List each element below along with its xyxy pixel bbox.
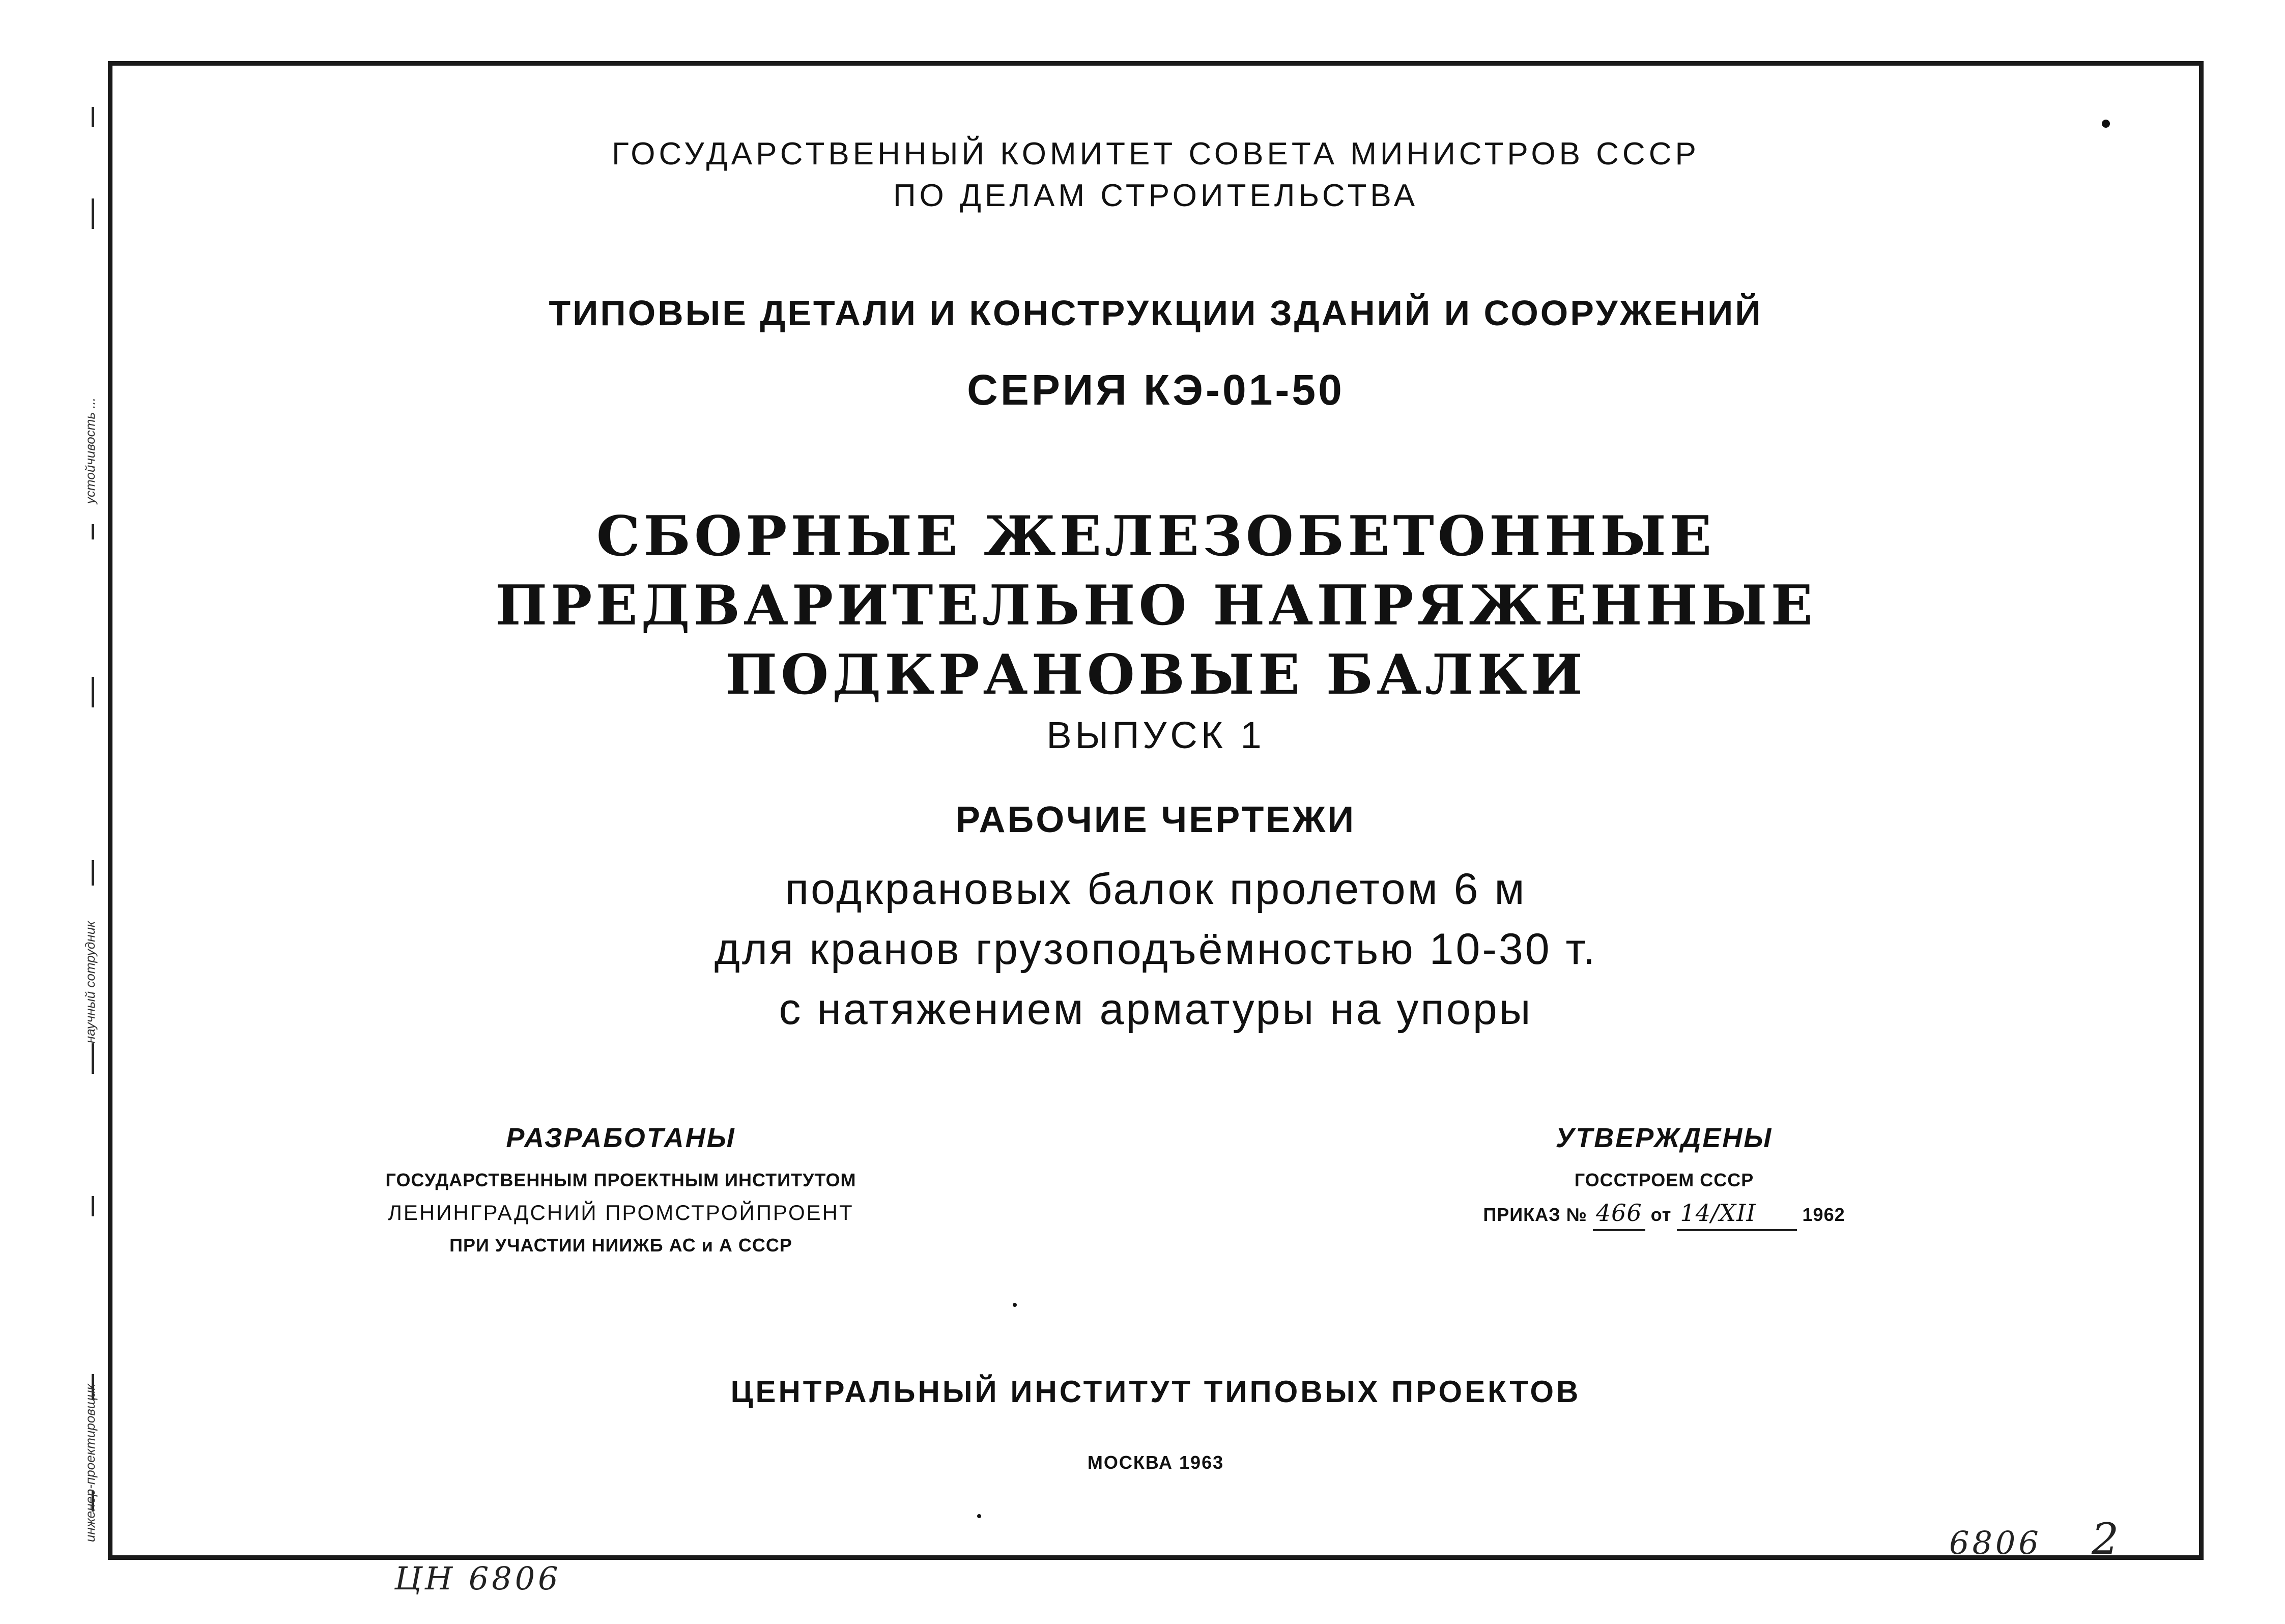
spine-stamp-text: научный сотрудник <box>82 921 98 1043</box>
ink-speck <box>2102 120 2110 128</box>
issuing-authority-line: ГОСУДАРСТВЕННЫЙ КОМИТЕТ СОВЕТА МИНИСТРОВ СССР <box>612 136 1700 172</box>
document-category: ТИПОВЫЕ ДЕТАЛИ И КОНСТРУКЦИИ ЗДАНИЙ И СООРУЖЕНИЙ <box>549 293 1763 333</box>
description-line: подкрановых балок пролетом 6 м <box>785 865 1527 914</box>
order-from-label: от <box>1650 1204 1672 1225</box>
title-line: ПРЕДВАРИТЕЛЬНО НАПРЯЖЕННЫЕ <box>495 574 1816 638</box>
ink-speck <box>1013 1303 1017 1307</box>
series-number: СЕРИЯ КЭ-01-50 <box>967 366 1345 414</box>
issue-number: ВЫПУСК 1 <box>1046 714 1265 756</box>
developed-by-block <box>377 1122 865 1262</box>
spine-stamp-text: инженер-проектировщик <box>82 1384 98 1542</box>
city-year: МОСКВА 1963 <box>1087 1452 1224 1473</box>
order-date: 14/XII <box>1677 1196 1796 1231</box>
approved-by-block <box>1435 1122 1893 1231</box>
issuing-authority-line: ПО ДЕЛАМ СТРОИТЕЛЬСТВА <box>893 178 1419 213</box>
developed-heading: РАЗРАБОТАНЫ <box>506 1123 736 1153</box>
approved-heading: УТВЕРЖДЕНЫ <box>1555 1123 1773 1153</box>
document-description <box>108 859 2204 1039</box>
developer-line: ГОСУДАРСТВЕННЫМ ПРОЕКТНЫМ ИНСТИТУТОМ <box>385 1170 856 1190</box>
order-year: 1962 <box>1802 1204 1845 1225</box>
spine-stamp-text: устойчивость ... <box>82 397 98 504</box>
title-line: ПОДКРАНОВЫЕ БАЛКИ <box>725 643 1586 707</box>
binding-margin-stamps <box>76 66 107 1573</box>
developer-line: ЛЕНИНГРАДСНИЙ ПРОМСТРОЙПРОЕНТ <box>388 1201 854 1224</box>
document-subtitle: РАБОЧИЕ ЧЕРТЕЖИ <box>955 800 1356 840</box>
description-line: с натяжением арматуры на упоры <box>779 985 1533 1034</box>
approval-order <box>1435 1196 1893 1231</box>
description-line: для кранов грузоподъёмностью 10-30 т. <box>714 925 1597 974</box>
order-label: ПРИКАЗ № <box>1483 1204 1587 1225</box>
handwritten-document-number: 6806 <box>1949 1524 2042 1561</box>
handwritten-inventory-number: ЦН 6806 <box>394 1560 561 1597</box>
publisher: ЦЕНТРАЛЬНЫЙ ИНСТИТУТ ТИПОВЫХ ПРОЕКТОВ <box>730 1375 1581 1409</box>
approver-line: ГОССТРОЕМ СССР <box>1574 1170 1754 1190</box>
issuing-authority <box>108 133 2204 217</box>
handwritten-page-number: 2 <box>2092 1514 2122 1564</box>
developer-line: ПРИ УЧАСТИИ НИИЖБ АС и А СССР <box>449 1235 792 1256</box>
title-line: СБОРНЫЕ ЖЕЛЕЗОБЕТОННЫЕ <box>596 504 1716 568</box>
document-title <box>108 502 2204 709</box>
order-number: 466 <box>1593 1196 1645 1231</box>
ink-speck <box>977 1514 981 1518</box>
